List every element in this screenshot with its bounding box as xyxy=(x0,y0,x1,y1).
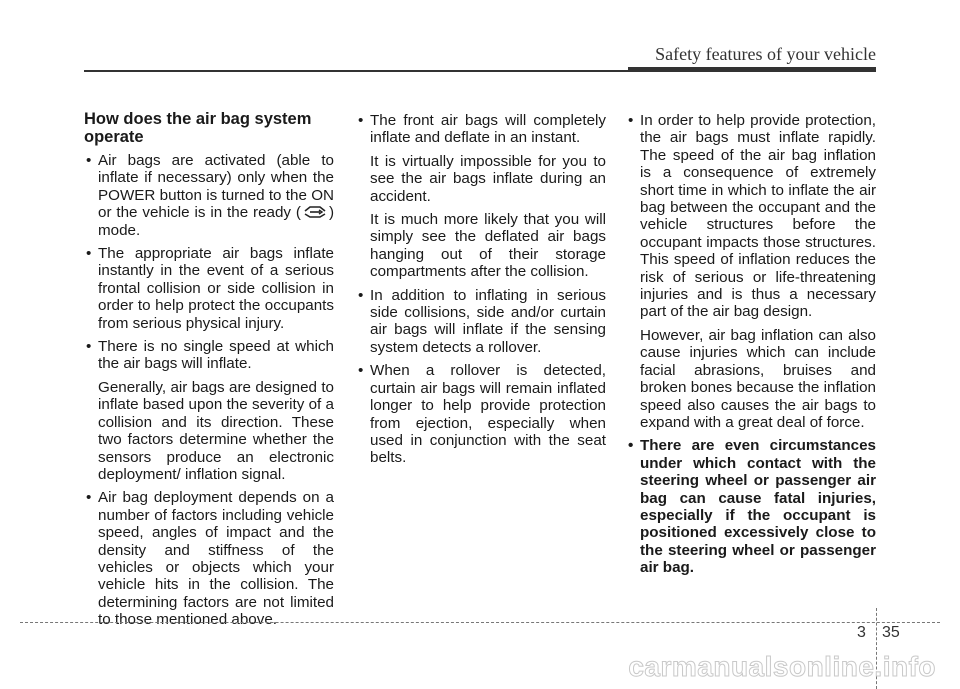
header-rule-accent xyxy=(628,67,876,72)
bullet-no-single-speed: • There is no single speed at which the air bags will inflate. xyxy=(84,338,334,373)
column-3 xyxy=(626,112,876,583)
bullet-rollover-inflation: • In addition to inflating in serious side collisions, side and/or curtain air bags will inflate if the sensing system detects a rollover. xyxy=(356,287,606,357)
watermark: carmanualsonline.info xyxy=(628,651,936,682)
sub-paragraph-more-likely: It is much more likely that you will simply see the deflated air bags hanging out of their storage compartments after the collision. xyxy=(370,211,606,281)
bullet-inflate-rapidly: • In order to help provide protection, the air bags must inflate rapidly. The speed of the air bag inflation is a consequence of extremely short time in which to inflate the air bag between the occupant and the vehicle structures before the occupant impacts those structures. This speed of inflation reduces the risk of serious or life-threatening injuries and is thus a necessary part of the air bag design. xyxy=(626,112,876,321)
bullet-front-air-bags: • The front air bags will completely inflate and deflate in an instant. xyxy=(356,112,606,147)
column-1 xyxy=(84,110,334,635)
sub-paragraph-generally: Generally, air bags are designed to inflate based upon the severity of a collision and its direction. These two factors determine whether the sensors produce an electronic deployment/ inflation signal. xyxy=(98,378,334,483)
column-2 xyxy=(356,112,606,473)
chapter-number: 3 xyxy=(857,624,866,641)
footer-divider xyxy=(20,622,940,623)
sub-paragraph-inflation-injuries: However, air bag inflation can also cause injuries which can include facial abrasions, bruises and broken bones because the inflation speed also causes the air bags to expand with a great deal of force. xyxy=(640,326,876,431)
bullet-appropriate-air-bags: • The appropriate air bags inflate instantly in the event of a serious frontal collision or side collision in order to help protect the occupants from serious physical injury. xyxy=(84,245,334,332)
bullet-text: Air bags are activated (able to inflate if necessary) only when the POWER button is turned to the ON or the vehicle is in the ready ( xyxy=(98,152,334,222)
bullet-text: ) mode. xyxy=(98,204,334,239)
sub-paragraph-virtually-impossible: It is virtually impossible for you to see the air bags inflate during an accident. xyxy=(370,152,606,205)
page-header-title: Safety features of your vehicle xyxy=(655,44,876,64)
bullet-air-bags-activated xyxy=(84,152,334,239)
section-heading: How does the air bag system operate xyxy=(84,110,312,146)
bullet-rollover-detected: • When a rollover is detected, curtain air bags will remain inflated longer to help provide protection from ejection, especially when used in conjunction with the seat belts. xyxy=(356,362,606,466)
bullet-fatal-injuries-warning: • There are even circumstances under which contact with the steering wheel or passenger air bag can cause fatal injuries, especially if the occupant is positioned excessively close to the steering wheel or passenger air bag. xyxy=(626,437,876,576)
ready-indicator-icon xyxy=(301,204,329,220)
page-number: 35 xyxy=(882,624,900,641)
bullet-deployment-factors: • Air bag deployment depends on a number of factors including vehicle speed, angles of impact and the density and stiffness of the vehicles or objects which your vehicle hits in the collision. The determining factors are not limited to those mentioned above. xyxy=(84,489,334,628)
